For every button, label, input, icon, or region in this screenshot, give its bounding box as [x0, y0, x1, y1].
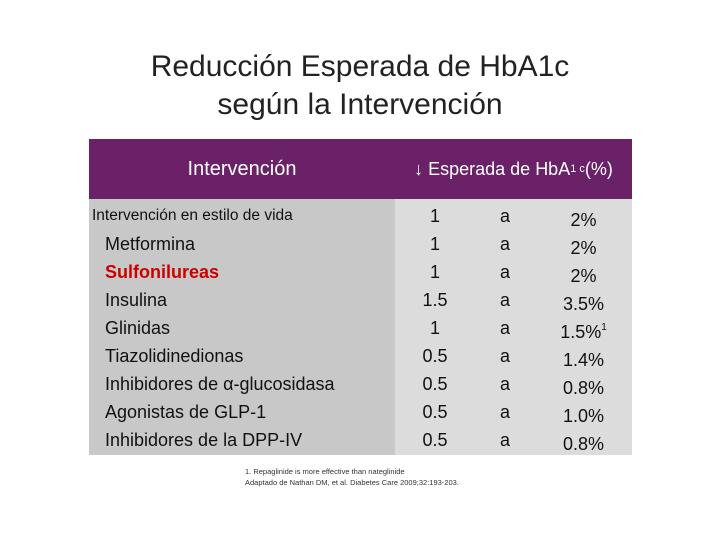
row-grade: a [499, 318, 510, 338]
header-right-subscript: 1 c [570, 163, 585, 175]
row-percent-text: 0.8% [562, 434, 605, 454]
row-value: 0.5 [422, 374, 448, 394]
table-row [89, 426, 632, 454]
title-line-1: Reducción Esperada de HbA1c [150, 50, 570, 83]
table-row [89, 202, 632, 230]
row-grade: a [499, 234, 510, 254]
footnotes [245, 466, 459, 488]
row-name: Sulfonilureas [105, 262, 220, 282]
row-name: Tiazolidinedionas [105, 346, 244, 366]
intervention-table [89, 139, 632, 455]
table-row [89, 258, 632, 286]
row-percent-text: 2% [570, 266, 597, 286]
header-expected-reduction [395, 139, 632, 199]
row-grade: a [499, 402, 510, 422]
table-row [89, 314, 632, 342]
row-name: Inhibidores de la DPP-IV [105, 430, 303, 450]
row-percent [535, 202, 632, 230]
row-percent [535, 370, 632, 398]
slide-title [0, 48, 720, 124]
row-grade: a [499, 430, 510, 450]
row-percent [535, 398, 632, 426]
header-intervention: Intervención [187, 157, 297, 180]
row-percent [535, 342, 632, 370]
row-percent-text: 3.5% [562, 294, 605, 314]
footnote-source: Adaptado de Nathan DM, et al. Diabetes Care 2009;32:193-203. [245, 478, 459, 487]
row-percent-text: 0.8% [562, 378, 605, 398]
row-percent-text: 2% [570, 210, 597, 230]
row-grade: a [499, 346, 510, 366]
row-percent [535, 314, 632, 342]
row-name: Agonistas de GLP-1 [105, 402, 267, 422]
header-right-suffix: (%) [584, 158, 613, 179]
row-value: 1 [429, 262, 440, 282]
row-percent [535, 286, 632, 314]
row-name: Insulina [105, 290, 168, 310]
table-row [89, 398, 632, 426]
row-name: Metformina [105, 234, 196, 254]
row-percent-text: 2% [570, 238, 597, 258]
row-percent [535, 426, 632, 454]
row-name: Inhibidores de α-glucosidasa [105, 374, 335, 394]
row-name: Glinidas [105, 318, 171, 338]
row-grade: a [499, 206, 510, 226]
table-row [89, 286, 632, 314]
row-grade: a [499, 374, 510, 394]
row-percent-sup: 1 [601, 322, 607, 333]
row-value: 0.5 [422, 346, 448, 366]
footnote-1: 1. Repaglinide is more effective than nateglinide [245, 467, 405, 476]
header-right-prefix: ↓ Esperada de HbA [414, 158, 571, 179]
row-grade: a [499, 290, 510, 310]
row-percent-text: 1.4% [562, 350, 605, 370]
row-percent [535, 258, 632, 286]
title-line-2: según la Intervención [217, 88, 503, 121]
row-value: 1 [429, 318, 440, 338]
row-name: Intervención en estilo de vida [92, 207, 293, 224]
table-header [89, 139, 632, 199]
table-body [89, 199, 632, 455]
row-percent-text: 1.5% [560, 322, 602, 342]
table-row [89, 342, 632, 370]
table-row [89, 230, 632, 258]
row-value: 1 [429, 234, 440, 254]
row-value: 1 [429, 206, 440, 226]
row-value: 0.5 [422, 402, 448, 422]
row-percent-text: 1.0% [562, 406, 605, 426]
row-value: 0.5 [422, 430, 448, 450]
row-grade: a [499, 262, 510, 282]
row-value: 1.5 [422, 290, 448, 310]
table-row [89, 370, 632, 398]
row-percent [535, 230, 632, 258]
